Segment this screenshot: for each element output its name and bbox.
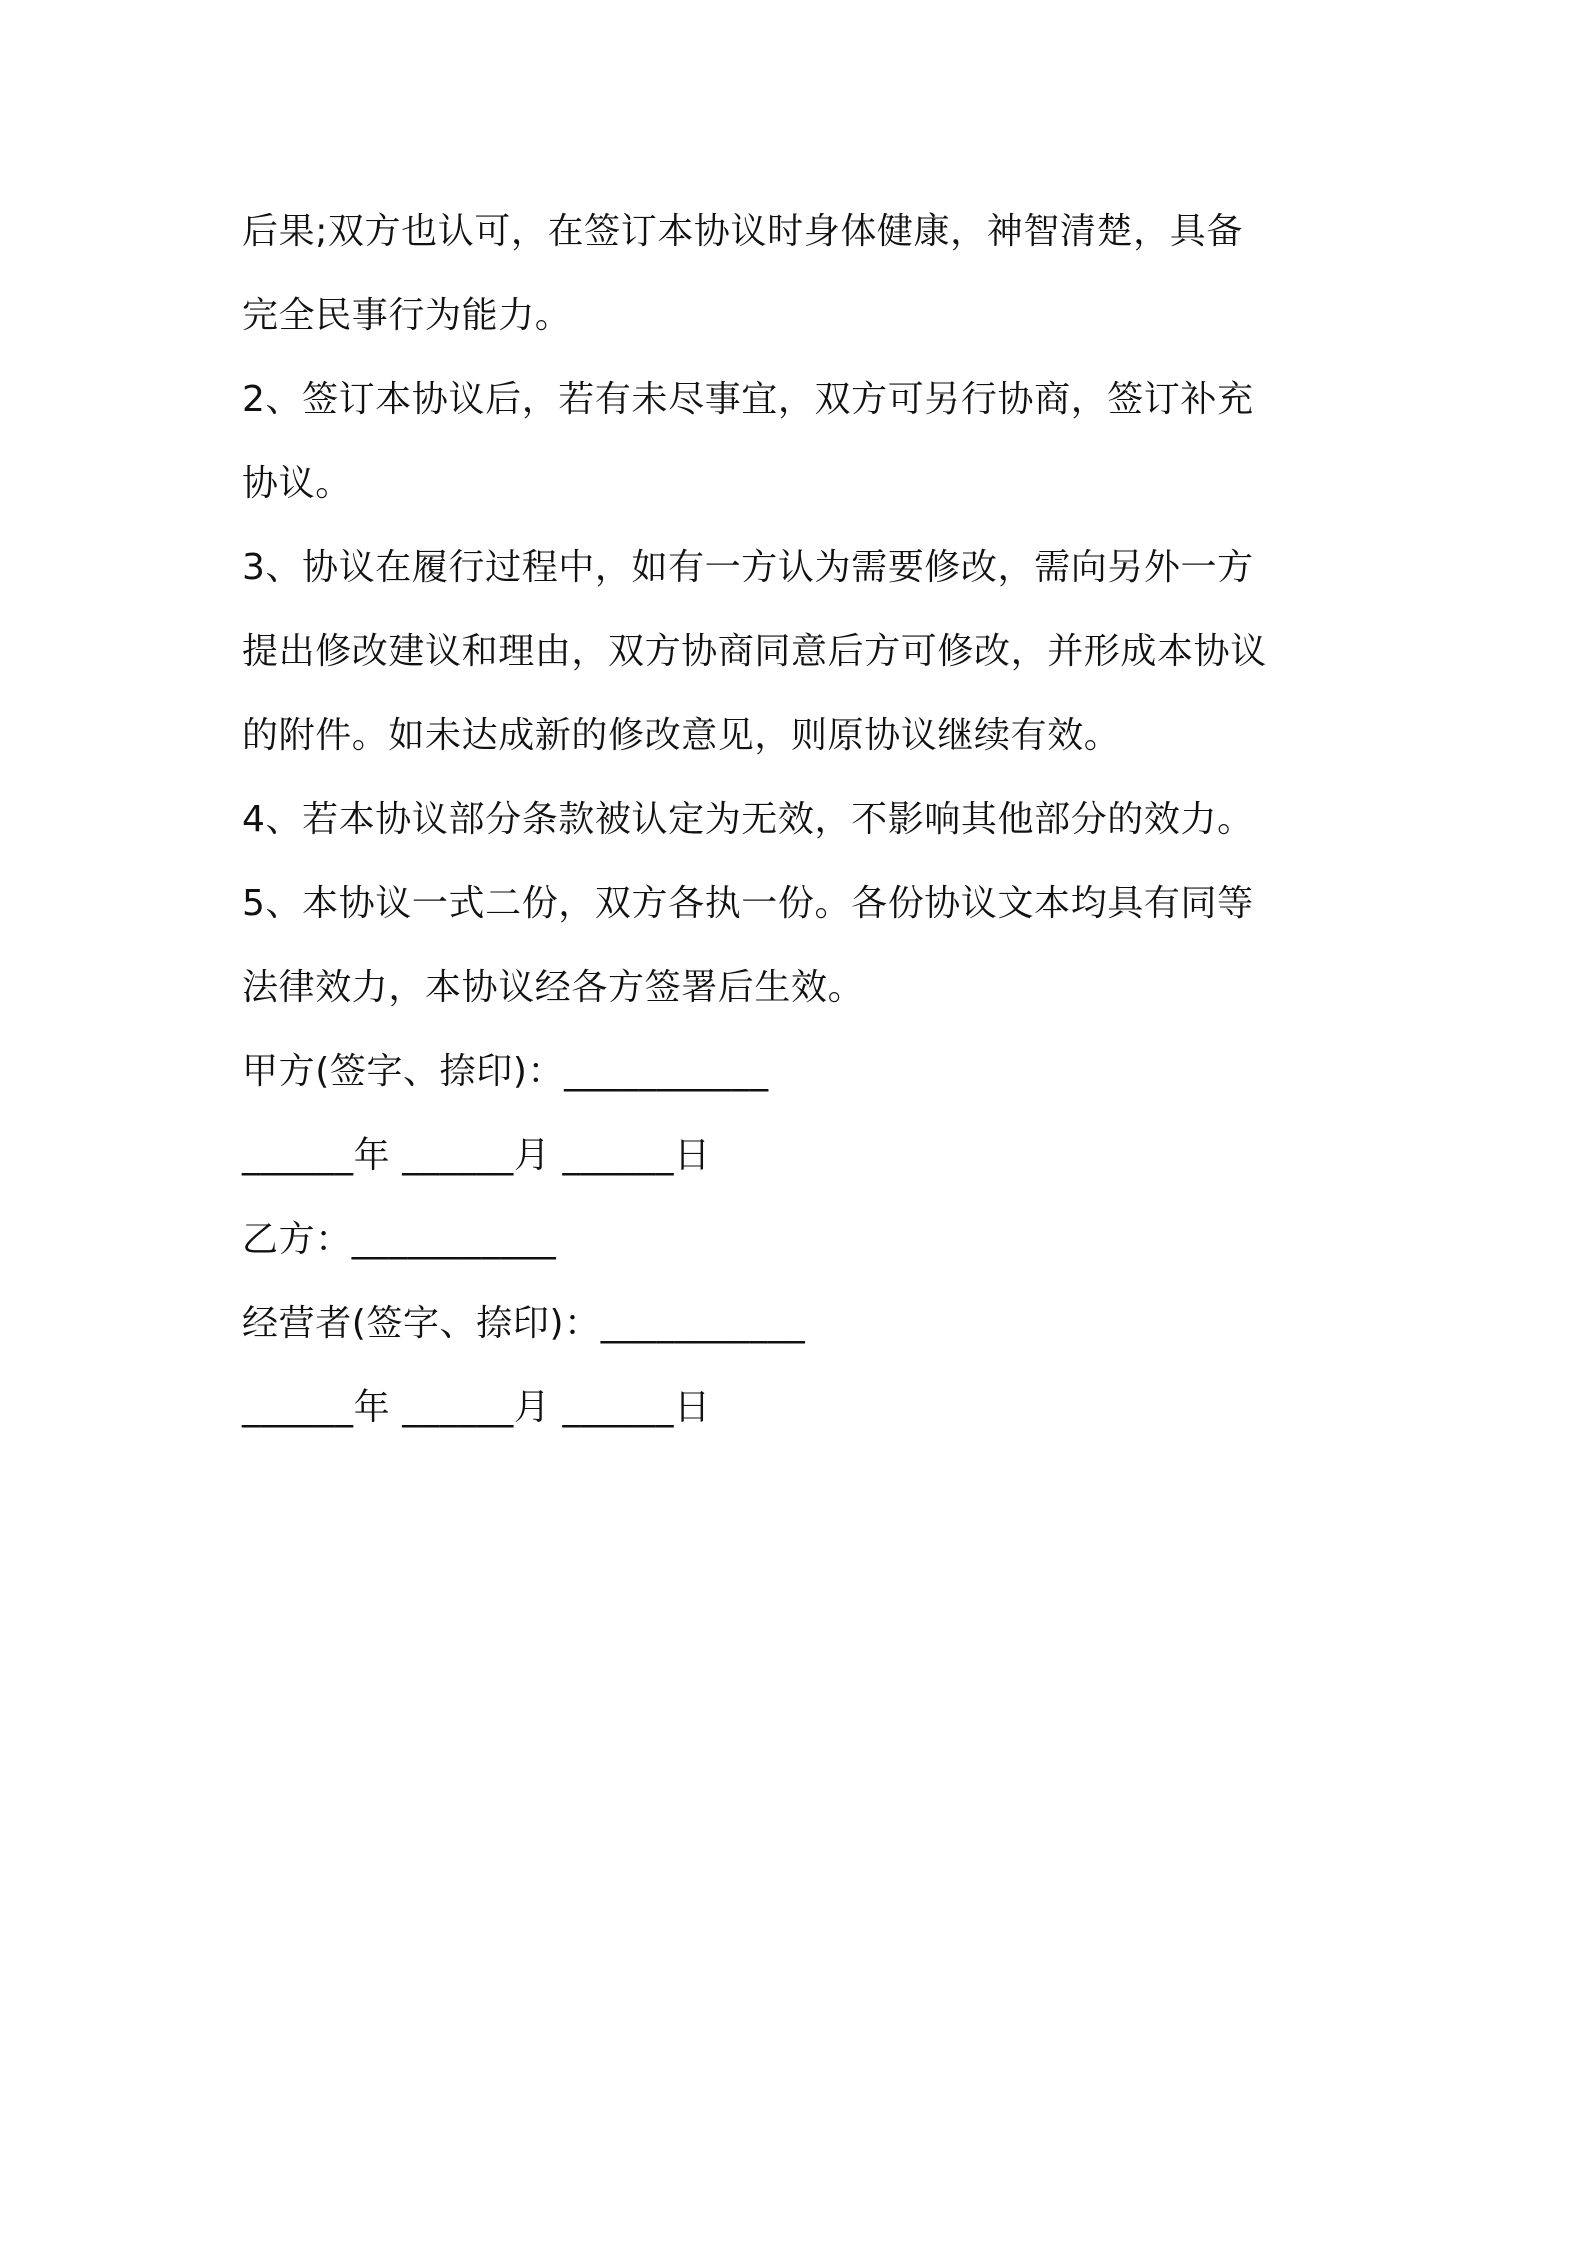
paragraph-line: 协议。 <box>242 463 352 504</box>
paragraph-line: 后果;双方也认可，在签订本协议时身体健康，神智清楚，具备 <box>242 211 1243 252</box>
paragraph-line: 5、本协议一式二份，双方各执一份。各份协议文本均具有同等 <box>242 883 1254 924</box>
paragraph-line: 法律效力，本协议经各方签署后生效。 <box>242 967 865 1008</box>
paragraph-line: 完全民事行为能力。 <box>242 295 572 336</box>
paragraph-line: 3、协议在履行过程中，如有一方认为需要修改，需向另外一方 <box>242 547 1254 588</box>
paragraph-line: 的附件。如未达成新的修改意见，则原协议继续有效。 <box>242 715 1121 756</box>
party-b-line: 乙方：___________ <box>242 1219 557 1260</box>
operator-date-line: ______年 ______月 ______日 <box>242 1387 711 1428</box>
paragraph-line: 4、若本协议部分条款被认定为无效，不影响其他部分的效力。 <box>242 799 1254 840</box>
paragraph-line: 2、签订本协议后，若有未尽事宜，双方可另行协商，签订补充 <box>242 379 1254 420</box>
paragraph-line: 提出修改建议和理由，双方协商同意后方可修改，并形成本协议 <box>242 631 1267 672</box>
operator-signature-line: 经营者(签字、捺印)：___________ <box>242 1303 806 1344</box>
document-body <box>242 190 1354 1450</box>
party-a-signature-line: 甲方(签字、捺印)：___________ <box>242 1051 769 1092</box>
party-a-date-line: ______年 ______月 ______日 <box>242 1135 711 1176</box>
